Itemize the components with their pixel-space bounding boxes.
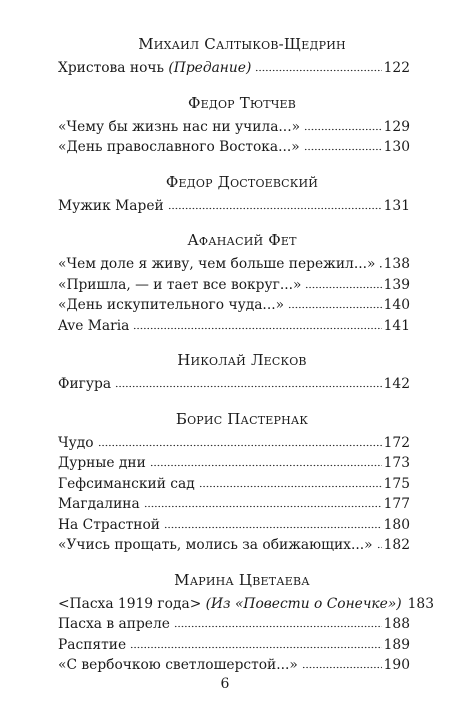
dot-leader [379, 255, 381, 269]
entry-title-text: Пасха в апреле [58, 616, 170, 632]
entry-title [58, 196, 164, 217]
entry-title-text: «Чем доле я живу, чем больше пережил...» [58, 256, 376, 272]
toc-entry[interactable] [58, 453, 410, 474]
entry-page-number: 189 [383, 636, 410, 653]
entry-title [58, 515, 160, 536]
toc-entry[interactable] [58, 254, 410, 275]
dot-leader [115, 375, 382, 389]
entry-page-number: 138 [383, 256, 410, 272]
entry-title-text: Магдалина [58, 496, 140, 512]
entry-title [58, 254, 375, 275]
entry-title [58, 494, 140, 515]
entry-page-number: 122 [383, 60, 410, 76]
author-heading: Николай Лесков [177, 351, 307, 369]
toc-entry[interactable] [58, 433, 410, 454]
toc-entry[interactable] [58, 316, 410, 337]
toc-entry[interactable] [58, 494, 410, 515]
entry-title-text: «Учись прощать, молись за обижающих...» [58, 537, 373, 553]
toc-section [58, 230, 410, 336]
author-heading: Федор Тютчев [187, 93, 297, 112]
entry-page-number: 175 [383, 475, 410, 492]
entry-title [58, 635, 126, 656]
entry-title-text: «День искупительного чуда...» [58, 297, 285, 313]
entry-page-number: 139 [383, 276, 410, 293]
entry-title [58, 453, 146, 474]
toc-entry[interactable] [58, 474, 410, 495]
toc-entry[interactable] [58, 614, 410, 635]
entry-page-number: 188 [383, 616, 410, 632]
entry-subtitle: (Предание) [168, 60, 252, 76]
author-heading: Михаил Салтыков-Щедрин [138, 35, 346, 53]
toc-entry[interactable] [58, 535, 410, 556]
toc-entry[interactable] [58, 117, 410, 138]
entry-title [58, 58, 251, 79]
entry-page-number: 180 [383, 516, 410, 533]
entry-page-number: 131 [383, 197, 410, 214]
dot-leader [130, 636, 382, 650]
table-of-contents [58, 34, 434, 676]
dot-leader [377, 536, 382, 550]
toc-section [58, 409, 410, 556]
dot-leader [98, 434, 382, 448]
entry-title [58, 594, 402, 615]
entry-page-number: 190 [383, 657, 410, 673]
dot-leader [255, 59, 381, 73]
toc-entry[interactable] [58, 515, 410, 536]
entry-title-text: Распятие [58, 636, 127, 653]
entry-title-text: Мужик Марей [58, 197, 164, 214]
entry-title-text: <Пасха 1919 года> [58, 595, 206, 612]
author-heading: Марина Цветаева [174, 570, 310, 589]
toc-section [58, 93, 410, 158]
entry-title-text: Фигура [58, 376, 112, 392]
toc-entry[interactable] [58, 275, 410, 296]
toc-entry[interactable] [58, 594, 434, 615]
toc-entry[interactable] [58, 196, 410, 217]
entry-page-number: 182 [383, 537, 410, 553]
toc-section [58, 570, 434, 676]
dot-leader [164, 516, 382, 530]
toc-section [58, 350, 410, 395]
entry-page-number: 142 [383, 376, 410, 392]
toc-entry[interactable] [58, 137, 410, 158]
entry-title [58, 655, 298, 676]
entry-page-number: 129 [383, 118, 410, 135]
toc-entry[interactable] [58, 58, 410, 79]
entry-title-text: «День православного Востока...» [58, 139, 300, 155]
dot-leader [302, 656, 382, 670]
entry-title [58, 614, 170, 635]
toc-section [58, 34, 410, 79]
dot-leader [288, 296, 382, 310]
author-heading: Федор Достоевский [165, 172, 319, 191]
author-heading: Борис Пастернак [175, 409, 309, 428]
entry-title-text: Чудо [58, 434, 94, 451]
entry-title [58, 474, 195, 495]
entry-title [58, 275, 301, 296]
toc-entry[interactable] [58, 655, 410, 676]
author-heading: Афанасий Фет [187, 231, 297, 249]
entry-title [58, 137, 300, 158]
entry-page-number: 140 [383, 297, 410, 313]
entry-title-text: Христова ночь [58, 60, 169, 76]
dot-leader [199, 475, 382, 489]
toc-entry[interactable] [58, 374, 410, 395]
entry-title-text: «Чему бы жизнь нас ни учила...» [58, 118, 301, 135]
entry-page-number: 173 [383, 455, 410, 471]
entry-page-number: 130 [383, 139, 410, 155]
dot-leader [168, 197, 382, 211]
entry-title-text: На Страстной [58, 516, 160, 533]
entry-title-text: Ave Maria [58, 317, 130, 334]
entry-title [58, 117, 300, 138]
dot-leader [150, 454, 382, 468]
dot-leader [174, 615, 382, 629]
entry-title-text: Гефсиманский сад [58, 475, 195, 492]
entry-title [58, 535, 373, 556]
entry-page-number: 141 [383, 317, 410, 334]
entry-title-text: «Пришла, — и тает все вокруг...» [58, 276, 302, 293]
dot-leader [133, 317, 381, 331]
entry-title [58, 295, 284, 316]
toc-section [58, 172, 410, 217]
entry-title [58, 433, 94, 454]
entry-title [58, 374, 111, 395]
entry-page-number: 172 [383, 434, 410, 451]
dot-leader [144, 495, 382, 509]
entry-subtitle: (Из «Повести о Сонечке») [205, 595, 402, 612]
entry-page-number: 177 [383, 496, 410, 512]
entry-title-text: Дурные дни [58, 455, 146, 471]
toc-entry[interactable] [58, 635, 410, 656]
dot-leader [304, 118, 382, 132]
dot-leader [305, 276, 381, 290]
page-number: 6 [220, 676, 230, 692]
entry-page-number: 183 [407, 595, 434, 612]
toc-entry[interactable] [58, 295, 410, 316]
entry-title [58, 316, 129, 337]
dot-leader [304, 138, 382, 152]
entry-title-text: «С вербочкою светлошерстой...» [58, 657, 298, 673]
